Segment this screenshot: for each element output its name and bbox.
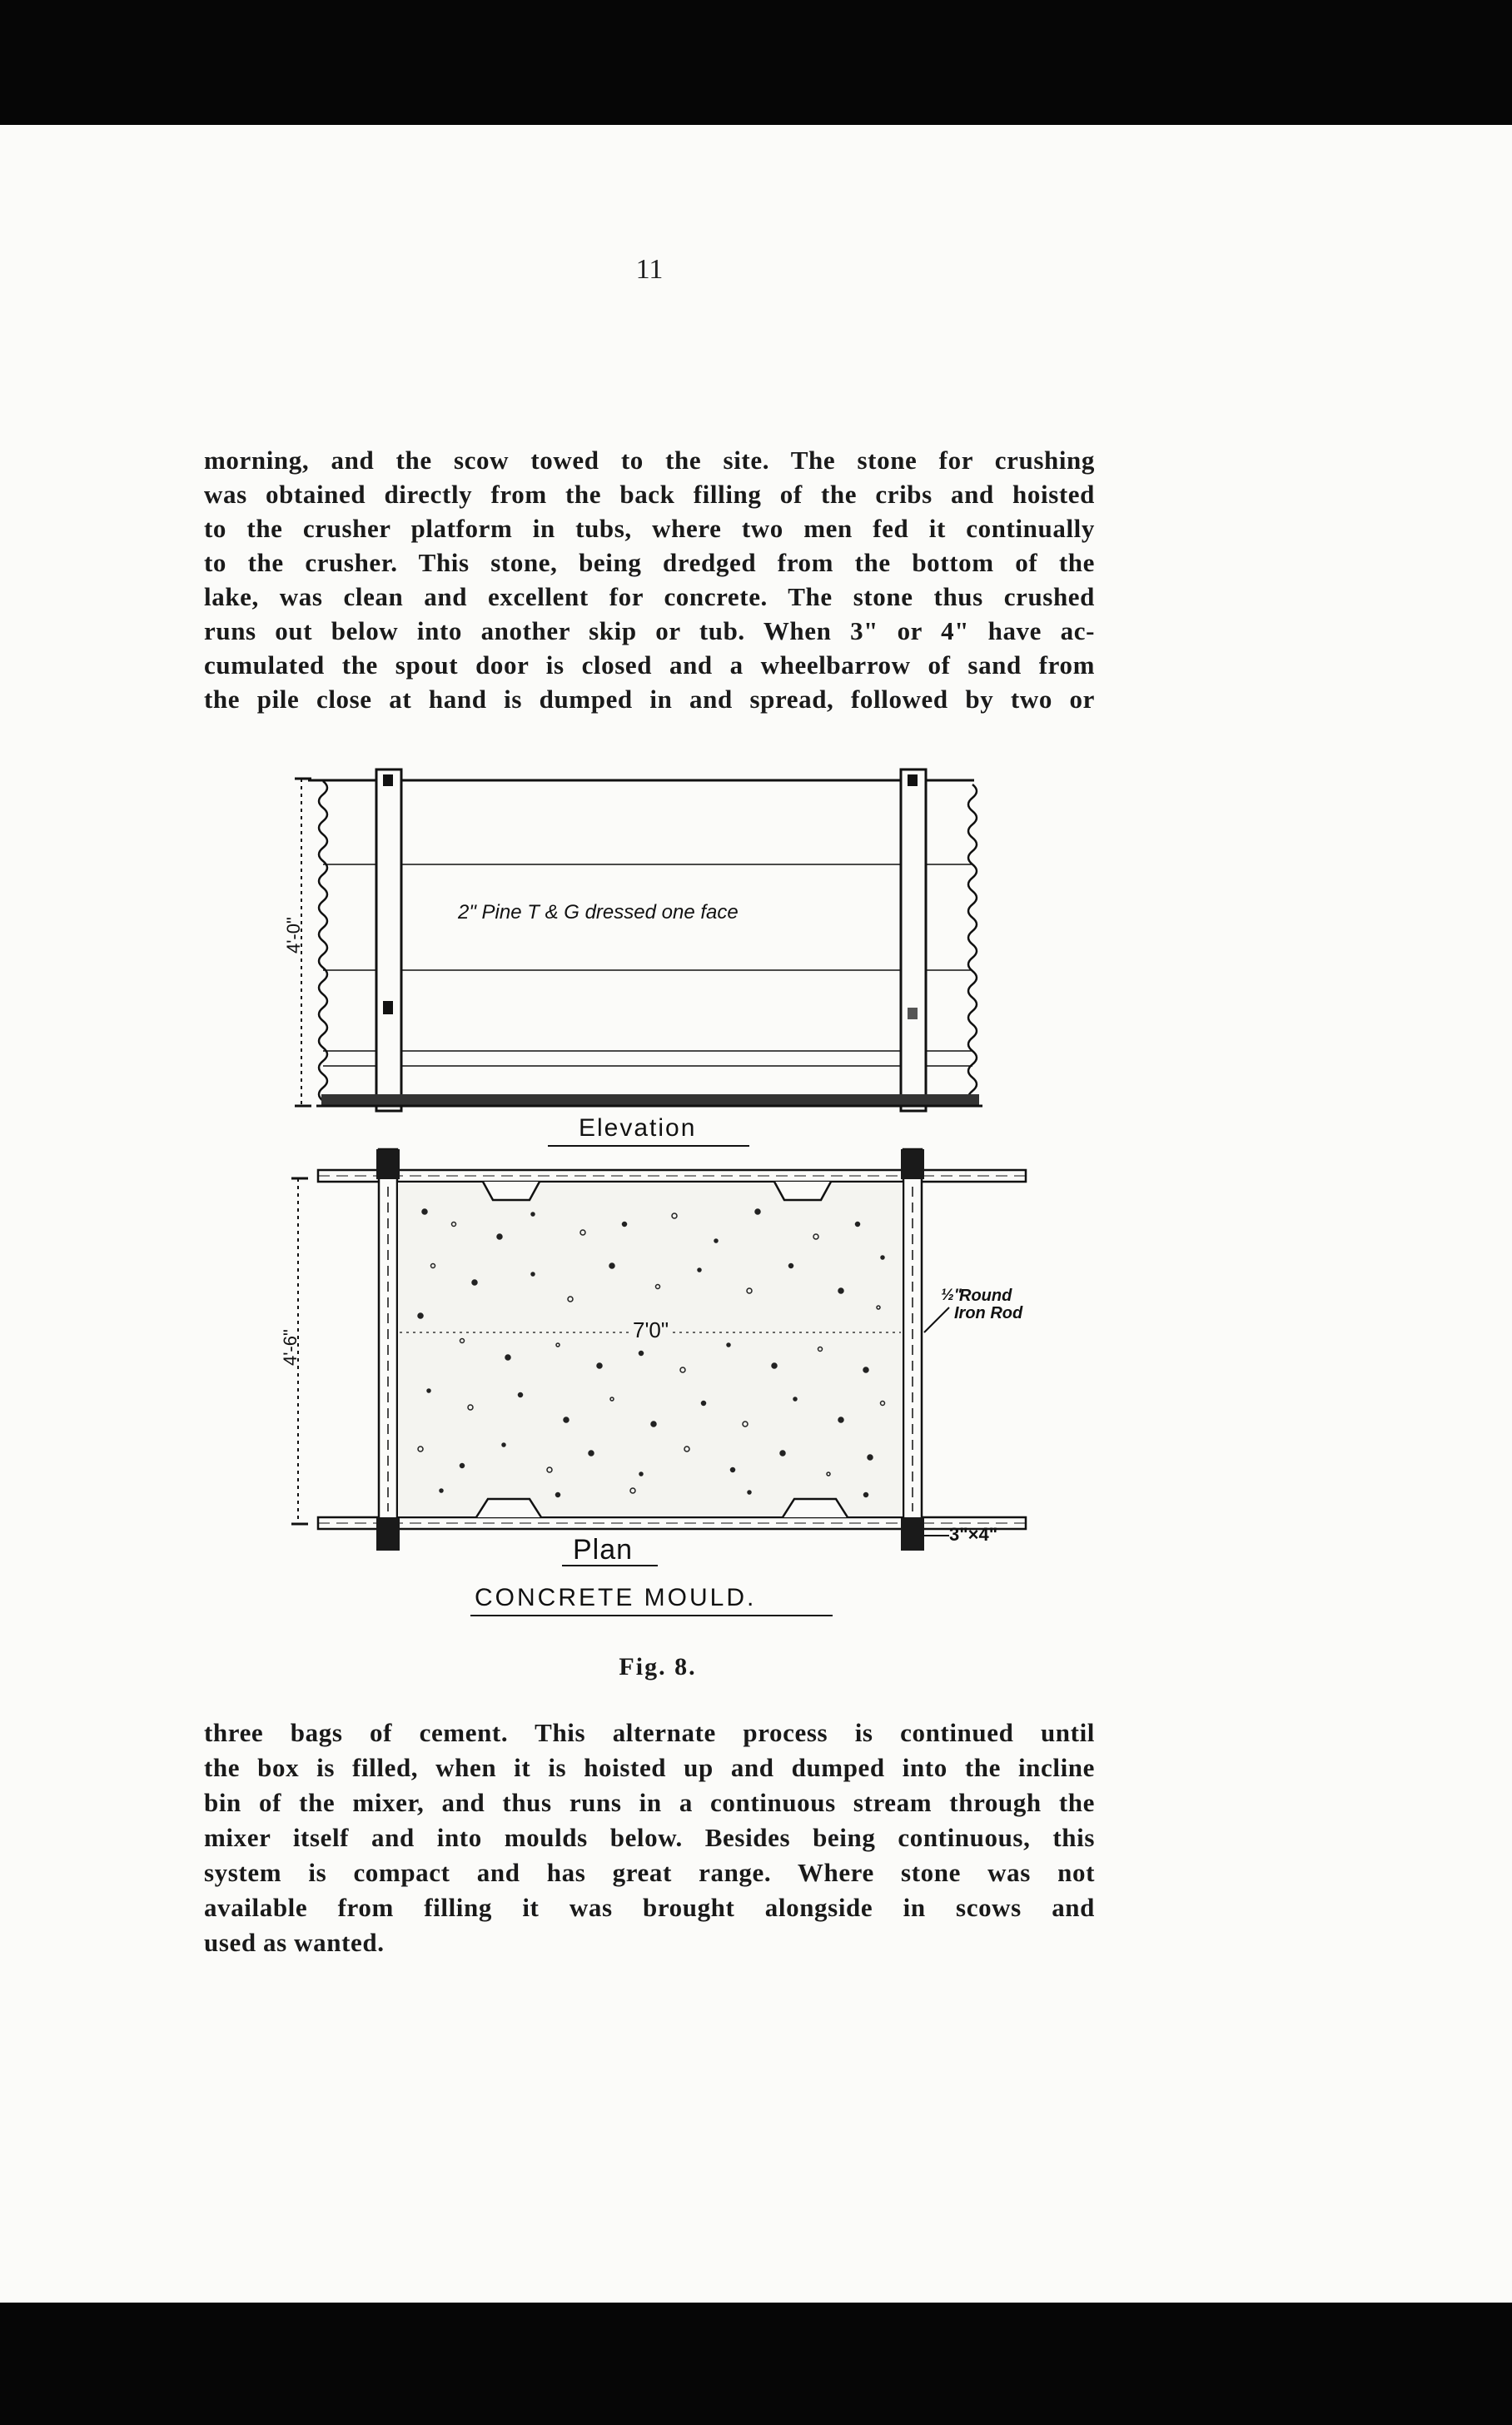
text-line: cumulated the spout door is closed and a wheelbarrow of sand from [204,650,1095,680]
page-number: 11 [635,254,664,285]
text-line: system is compact and has great range. Where stone was not [204,1858,1095,1887]
text-line: the box is filled, when it is hoisted up and dumped into the incline [204,1753,1095,1782]
plan-width-dimension: 4'-6" [280,1329,301,1366]
timber-size-label: 3"×4" [949,1524,998,1545]
elevation-drawing [295,769,982,1146]
text-line: runs out below into another skip or tub. When 3" or 4" have ac- [204,616,1095,645]
rod-label-line2: Iron Rod [954,1304,1023,1322]
elevation-note: 2" Pine T & G dressed one face [458,901,739,924]
text-line: used as wanted. [204,1928,385,1957]
figure-caption: Fig. 8. [619,1653,697,1681]
paragraph-top [204,443,1095,716]
plan-drawing [291,1149,1026,1616]
text-line: mixer itself and into moulds below. Besides being continuous, this [204,1823,1095,1852]
text-line: to the crusher. This stone, being dredged from the bottom of the [204,548,1095,577]
plan-length-dimension: 7'0" [629,1317,672,1343]
text-line: lake, was clean and excellent for concrete. The stone thus crushed [204,582,1095,611]
concrete-mould-figure [280,758,1082,1632]
text-line: morning, and the scow towed to the site. The stone for crushing [204,446,1095,475]
text-line: bin of the mixer, and thus runs in a continuous stream through the [204,1788,1095,1817]
mould-title: CONCRETE MOULD. [475,1584,757,1611]
text-line: available from filling it was brought alongside in scows and [204,1893,1095,1922]
paragraph-bottom [204,1715,1095,1960]
text-line: to the crusher platform in tubs, where two men fed it continually [204,514,1095,543]
rod-label-line1: Round [959,1287,1012,1305]
text-line: three bags of cement. This alternate process is continued until [204,1718,1095,1747]
rod-label-fraction: ½" [941,1287,962,1304]
plan-title: Plan [573,1534,634,1566]
figure-drawing [283,758,1082,1632]
text-line: the pile close at hand is dumped in and spread, followed by two or [204,685,1095,714]
elevation-height-dimension: 4'-0" [283,917,304,954]
text-line: was obtained directly from the back filling of the cribs and hoisted [204,480,1095,509]
elevation-title: Elevation [579,1114,697,1142]
